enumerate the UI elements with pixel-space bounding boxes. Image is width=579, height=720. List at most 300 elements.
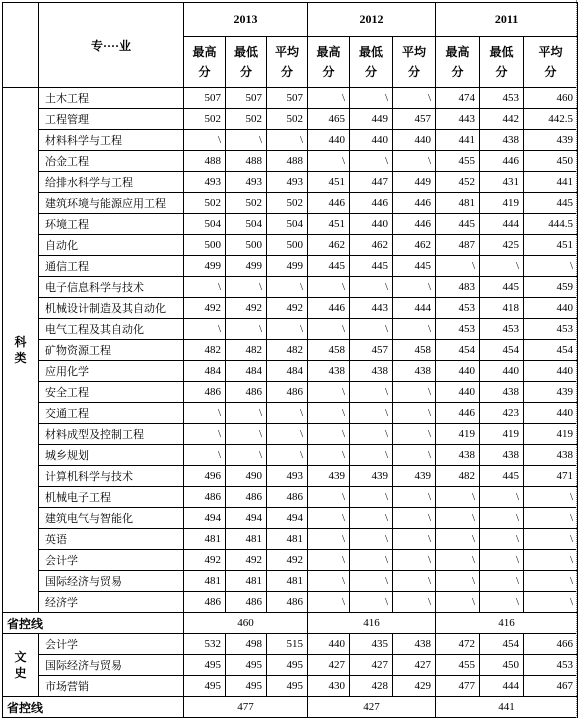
score-cell: 435 xyxy=(350,634,393,655)
score-cell: 453 xyxy=(436,319,480,340)
table-row xyxy=(3,382,578,403)
score-cell: \ xyxy=(524,571,578,592)
score-cell: 458 xyxy=(308,340,350,361)
score-cell: 481 xyxy=(184,529,226,550)
score-cell: 438 xyxy=(480,382,524,403)
table-row xyxy=(3,361,578,382)
major-name-cell: 交通工程 xyxy=(39,403,184,424)
major-name-cell: 通信工程 xyxy=(39,256,184,277)
score-cell: 453 xyxy=(524,655,578,676)
score-cell: 454 xyxy=(524,340,578,361)
major-name-cell: 冶金工程 xyxy=(39,151,184,172)
score-cell: 483 xyxy=(436,277,480,298)
major-name-cell: 自动化 xyxy=(39,235,184,256)
score-cell: 454 xyxy=(480,634,524,655)
score-cell: 493 xyxy=(226,172,267,193)
score-cell: \ xyxy=(184,277,226,298)
score-cell: 419 xyxy=(524,424,578,445)
score-cell: 429 xyxy=(393,676,436,697)
score-cell: 504 xyxy=(184,214,226,235)
score-cell: 445 xyxy=(436,214,480,235)
table-row xyxy=(3,277,578,298)
score-cell: 486 xyxy=(267,592,308,613)
score-cell: 486 xyxy=(226,592,267,613)
score-cell: \ xyxy=(524,529,578,550)
major-name-cell: 国际经济与贸易 xyxy=(39,655,184,676)
score-cell: 495 xyxy=(267,655,308,676)
score-cell: 481 xyxy=(267,571,308,592)
score-cell: 507 xyxy=(184,88,226,109)
table-row xyxy=(3,529,578,550)
score-cell: \ xyxy=(436,487,480,508)
score-cell: 419 xyxy=(480,193,524,214)
score-cell: 446 xyxy=(393,193,436,214)
score-cell: 462 xyxy=(308,235,350,256)
score-cell: \ xyxy=(393,550,436,571)
score-cell: 457 xyxy=(350,340,393,361)
score-cell: 447 xyxy=(350,172,393,193)
score-cell: \ xyxy=(267,319,308,340)
score-cell: 492 xyxy=(184,298,226,319)
stat-header-cell: 平均 分 xyxy=(267,37,308,88)
score-cell: 492 xyxy=(267,298,308,319)
score-cell: 465 xyxy=(308,109,350,130)
score-cell: \ xyxy=(308,382,350,403)
score-cell: \ xyxy=(350,550,393,571)
score-cell: 441 xyxy=(436,130,480,151)
score-cell: 499 xyxy=(226,256,267,277)
score-cell: 440 xyxy=(350,214,393,235)
score-cell: \ xyxy=(226,445,267,466)
score-cell: 488 xyxy=(226,151,267,172)
admission-scores-table xyxy=(2,2,578,718)
score-cell: 453 xyxy=(480,88,524,109)
score-cell: 443 xyxy=(436,109,480,130)
score-cell: \ xyxy=(308,88,350,109)
score-cell: \ xyxy=(267,445,308,466)
score-cell: 438 xyxy=(350,361,393,382)
score-cell: \ xyxy=(184,130,226,151)
score-cell: 449 xyxy=(393,172,436,193)
score-cell: \ xyxy=(308,592,350,613)
score-cell: 495 xyxy=(226,676,267,697)
score-cell: 442 xyxy=(480,109,524,130)
score-cell: 495 xyxy=(184,655,226,676)
major-column-header: 专····业 xyxy=(39,3,184,88)
score-cell: \ xyxy=(436,508,480,529)
score-cell: 438 xyxy=(524,445,578,466)
score-cell: 467 xyxy=(524,676,578,697)
score-cell: \ xyxy=(393,403,436,424)
score-cell: 453 xyxy=(480,319,524,340)
score-cell: 499 xyxy=(267,256,308,277)
score-cell: \ xyxy=(524,592,578,613)
table-row xyxy=(3,676,578,697)
table-row xyxy=(3,235,578,256)
score-cell: 438 xyxy=(480,130,524,151)
score-cell: \ xyxy=(350,88,393,109)
table-row xyxy=(3,256,578,277)
table-row xyxy=(3,466,578,487)
table-row xyxy=(3,214,578,235)
score-cell: 445 xyxy=(350,256,393,277)
major-name-cell: 建筑环境与能源应用工程 xyxy=(39,193,184,214)
score-cell: 493 xyxy=(267,466,308,487)
score-cell: 500 xyxy=(226,235,267,256)
score-cell: \ xyxy=(480,256,524,277)
table-row xyxy=(3,592,578,613)
score-cell: 458 xyxy=(393,340,436,361)
score-cell: 477 xyxy=(436,676,480,697)
score-cell: \ xyxy=(393,592,436,613)
score-cell: 438 xyxy=(308,361,350,382)
score-cell: \ xyxy=(184,319,226,340)
table-row xyxy=(3,193,578,214)
score-cell: \ xyxy=(393,529,436,550)
score-cell: \ xyxy=(350,571,393,592)
score-cell: 482 xyxy=(184,340,226,361)
score-cell: \ xyxy=(393,151,436,172)
score-cell: 492 xyxy=(267,550,308,571)
score-cell: 419 xyxy=(436,424,480,445)
score-cell: 507 xyxy=(267,88,308,109)
score-cell: \ xyxy=(308,571,350,592)
score-cell: 440 xyxy=(524,403,578,424)
score-cell: 427 xyxy=(393,655,436,676)
score-cell: 454 xyxy=(436,340,480,361)
score-cell: \ xyxy=(308,487,350,508)
score-cell: 444 xyxy=(393,298,436,319)
score-cell: \ xyxy=(267,130,308,151)
score-cell: 490 xyxy=(226,466,267,487)
score-cell: 452 xyxy=(436,172,480,193)
score-cell: 425 xyxy=(480,235,524,256)
score-cell: 439 xyxy=(393,466,436,487)
score-cell: 438 xyxy=(393,634,436,655)
score-cell: 502 xyxy=(267,193,308,214)
major-name-cell: 矿物资源工程 xyxy=(39,340,184,361)
score-cell: 445 xyxy=(524,193,578,214)
score-cell: 502 xyxy=(267,109,308,130)
score-cell: \ xyxy=(524,487,578,508)
major-name-cell: 材料科学与工程 xyxy=(39,130,184,151)
score-cell: 427 xyxy=(308,655,350,676)
score-cell: 440 xyxy=(524,298,578,319)
score-cell: 439 xyxy=(524,382,578,403)
table-row xyxy=(3,88,578,109)
score-cell: 492 xyxy=(184,550,226,571)
score-cell: 428 xyxy=(350,676,393,697)
stat-header-cell: 最高 分 xyxy=(308,37,350,88)
score-cell: \ xyxy=(393,508,436,529)
score-cell: 488 xyxy=(267,151,308,172)
score-cell: \ xyxy=(184,424,226,445)
score-cell: \ xyxy=(480,529,524,550)
score-cell: 423 xyxy=(480,403,524,424)
score-cell: 418 xyxy=(480,298,524,319)
score-cell: \ xyxy=(524,550,578,571)
score-cell: 440 xyxy=(436,382,480,403)
stat-header-cell: 最高 分 xyxy=(436,37,480,88)
score-cell: \ xyxy=(308,151,350,172)
score-cell: 481 xyxy=(184,571,226,592)
score-cell: \ xyxy=(308,319,350,340)
score-cell: 462 xyxy=(350,235,393,256)
table-row xyxy=(3,151,578,172)
score-cell: 460 xyxy=(524,88,578,109)
score-cell: \ xyxy=(393,487,436,508)
score-cell: \ xyxy=(480,508,524,529)
score-cell: 440 xyxy=(308,130,350,151)
score-cell: 496 xyxy=(184,466,226,487)
score-cell: \ xyxy=(350,151,393,172)
score-cell: 455 xyxy=(436,655,480,676)
score-cell: 466 xyxy=(524,634,578,655)
score-cell: 445 xyxy=(480,277,524,298)
score-cell: 504 xyxy=(267,214,308,235)
score-cell: 494 xyxy=(226,508,267,529)
score-cell: \ xyxy=(308,529,350,550)
year-header-2013: 2013 xyxy=(184,3,308,37)
score-cell: 487 xyxy=(436,235,480,256)
major-name-cell: 建筑电气与智能化 xyxy=(39,508,184,529)
score-cell: 445 xyxy=(480,466,524,487)
table-row xyxy=(3,445,578,466)
major-name-cell: 电气工程及其自动化 xyxy=(39,319,184,340)
score-cell: 439 xyxy=(308,466,350,487)
score-cell: \ xyxy=(350,382,393,403)
score-cell: \ xyxy=(480,592,524,613)
score-cell: \ xyxy=(226,277,267,298)
score-cell: \ xyxy=(524,256,578,277)
score-cell: \ xyxy=(267,403,308,424)
score-cell: \ xyxy=(436,571,480,592)
major-name-cell: 经济学 xyxy=(39,592,184,613)
score-cell: 494 xyxy=(267,508,308,529)
stat-header-cell: 平均 分 xyxy=(393,37,436,88)
score-cell: 453 xyxy=(436,298,480,319)
score-cell: 419 xyxy=(480,424,524,445)
score-cell: \ xyxy=(308,508,350,529)
score-cell: 484 xyxy=(226,361,267,382)
major-name-cell: 环境工程 xyxy=(39,214,184,235)
score-cell: \ xyxy=(436,592,480,613)
score-cell: 441 xyxy=(524,172,578,193)
major-name-cell: 计算机科学与技术 xyxy=(39,466,184,487)
major-name-cell: 给排水科学与工程 xyxy=(39,172,184,193)
score-cell: 474 xyxy=(436,88,480,109)
score-cell: 446 xyxy=(350,193,393,214)
score-cell: 484 xyxy=(184,361,226,382)
score-cell: 446 xyxy=(480,151,524,172)
score-cell: 493 xyxy=(184,172,226,193)
score-cell: 472 xyxy=(436,634,480,655)
score-cell: 502 xyxy=(226,109,267,130)
score-cell: 445 xyxy=(393,256,436,277)
score-cell: 450 xyxy=(524,151,578,172)
score-cell: 446 xyxy=(436,403,480,424)
score-cell: \ xyxy=(184,403,226,424)
major-name-cell: 机械设计制造及其自动化 xyxy=(39,298,184,319)
score-cell: \ xyxy=(393,382,436,403)
score-cell: 481 xyxy=(267,529,308,550)
score-cell: 486 xyxy=(226,487,267,508)
score-cell: 431 xyxy=(480,172,524,193)
score-cell: \ xyxy=(308,403,350,424)
table-row xyxy=(3,319,578,340)
stat-header-cell: 最低 分 xyxy=(226,37,267,88)
score-cell: \ xyxy=(350,319,393,340)
score-cell: 500 xyxy=(184,235,226,256)
major-name-cell: 城乡规划 xyxy=(39,445,184,466)
score-cell: 481 xyxy=(436,193,480,214)
score-cell: \ xyxy=(350,529,393,550)
table-row xyxy=(3,172,578,193)
score-cell: 502 xyxy=(184,109,226,130)
score-cell: 515 xyxy=(267,634,308,655)
control-line-value: 460 xyxy=(184,613,308,634)
score-cell: 481 xyxy=(226,529,267,550)
control-line-label: 省控线 xyxy=(3,613,184,634)
score-cell: 446 xyxy=(308,298,350,319)
stat-header-cell: 平均 分 xyxy=(524,37,578,88)
arts-control-line-row xyxy=(3,697,578,718)
score-cell: \ xyxy=(308,445,350,466)
major-name-cell: 英语 xyxy=(39,529,184,550)
science-category-cell: 科 类 xyxy=(3,88,39,613)
stat-header-cell: 最低 分 xyxy=(350,37,393,88)
score-cell: \ xyxy=(267,424,308,445)
score-cell: 443 xyxy=(350,298,393,319)
score-cell: 471 xyxy=(524,466,578,487)
score-cell: \ xyxy=(226,319,267,340)
score-cell: 455 xyxy=(436,151,480,172)
control-line-value: 477 xyxy=(184,697,308,718)
score-cell: 444 xyxy=(480,214,524,235)
major-name-cell: 土木工程 xyxy=(39,88,184,109)
score-cell: 438 xyxy=(393,361,436,382)
score-cell: 454 xyxy=(480,340,524,361)
score-cell: 499 xyxy=(184,256,226,277)
score-cell: 486 xyxy=(184,382,226,403)
control-line-value: 441 xyxy=(436,697,578,718)
table-row xyxy=(3,424,578,445)
control-line-value: 416 xyxy=(436,613,578,634)
score-cell: 532 xyxy=(184,634,226,655)
table-row xyxy=(3,109,578,130)
major-name-cell: 机械电子工程 xyxy=(39,487,184,508)
score-cell: 482 xyxy=(436,466,480,487)
score-cell: \ xyxy=(480,487,524,508)
major-name-cell: 工程管理 xyxy=(39,109,184,130)
control-line-label: 省控线 xyxy=(3,697,184,718)
score-cell: 495 xyxy=(226,655,267,676)
score-cell: \ xyxy=(226,424,267,445)
score-cell: \ xyxy=(184,445,226,466)
score-cell: 440 xyxy=(308,634,350,655)
score-cell: 446 xyxy=(308,193,350,214)
corner-cell xyxy=(3,3,39,88)
score-cell: 444 xyxy=(480,676,524,697)
score-cell: \ xyxy=(350,424,393,445)
score-cell: 438 xyxy=(480,445,524,466)
score-cell: 459 xyxy=(524,277,578,298)
score-cell: 451 xyxy=(524,235,578,256)
score-cell: \ xyxy=(393,277,436,298)
score-cell: 440 xyxy=(480,361,524,382)
score-cell: 495 xyxy=(267,676,308,697)
year-header-2012: 2012 xyxy=(308,3,436,37)
score-cell: 486 xyxy=(226,382,267,403)
table-row xyxy=(3,487,578,508)
table-row xyxy=(3,130,578,151)
major-name-cell: 会计学 xyxy=(39,634,184,655)
score-cell: 484 xyxy=(267,361,308,382)
score-cell: \ xyxy=(308,424,350,445)
score-cell: \ xyxy=(350,508,393,529)
major-name-cell: 材料成型及控制工程 xyxy=(39,424,184,445)
table-body xyxy=(3,3,578,718)
score-cell: 440 xyxy=(393,130,436,151)
science-control-line-row xyxy=(3,613,578,634)
score-cell: 486 xyxy=(184,592,226,613)
score-cell: 427 xyxy=(350,655,393,676)
score-cell: \ xyxy=(350,592,393,613)
score-cell: 494 xyxy=(184,508,226,529)
score-cell: 453 xyxy=(524,319,578,340)
score-cell: \ xyxy=(267,277,308,298)
score-cell: 486 xyxy=(267,382,308,403)
major-name-cell: 应用化学 xyxy=(39,361,184,382)
table-row xyxy=(3,634,578,655)
major-name-cell: 市场营销 xyxy=(39,676,184,697)
table-row xyxy=(3,508,578,529)
score-cell: \ xyxy=(350,445,393,466)
stat-header-cell: 最高 分 xyxy=(184,37,226,88)
score-cell: 502 xyxy=(184,193,226,214)
stat-header-cell: 最低 分 xyxy=(480,37,524,88)
score-cell: 482 xyxy=(226,340,267,361)
score-cell: 507 xyxy=(226,88,267,109)
table-row xyxy=(3,298,578,319)
table-row xyxy=(3,655,578,676)
score-cell: 493 xyxy=(267,172,308,193)
table-row xyxy=(3,340,578,361)
score-cell: 451 xyxy=(308,172,350,193)
control-line-value: 427 xyxy=(308,697,436,718)
score-cell: \ xyxy=(393,571,436,592)
score-cell: 504 xyxy=(226,214,267,235)
score-cell: 439 xyxy=(524,130,578,151)
score-cell: \ xyxy=(350,277,393,298)
score-cell: 446 xyxy=(393,214,436,235)
score-cell: \ xyxy=(524,508,578,529)
score-cell: \ xyxy=(226,130,267,151)
score-cell: \ xyxy=(308,277,350,298)
score-cell: 444.5 xyxy=(524,214,578,235)
score-cell: \ xyxy=(393,319,436,340)
major-name-cell: 会计学 xyxy=(39,550,184,571)
score-cell: 442.5 xyxy=(524,109,578,130)
score-cell: \ xyxy=(480,571,524,592)
score-cell: 457 xyxy=(393,109,436,130)
score-cell: \ xyxy=(308,550,350,571)
arts-category-cell: 文 史 xyxy=(3,634,39,697)
score-cell: \ xyxy=(350,487,393,508)
table-row xyxy=(3,550,578,571)
table-row xyxy=(3,403,578,424)
score-cell: 495 xyxy=(184,676,226,697)
